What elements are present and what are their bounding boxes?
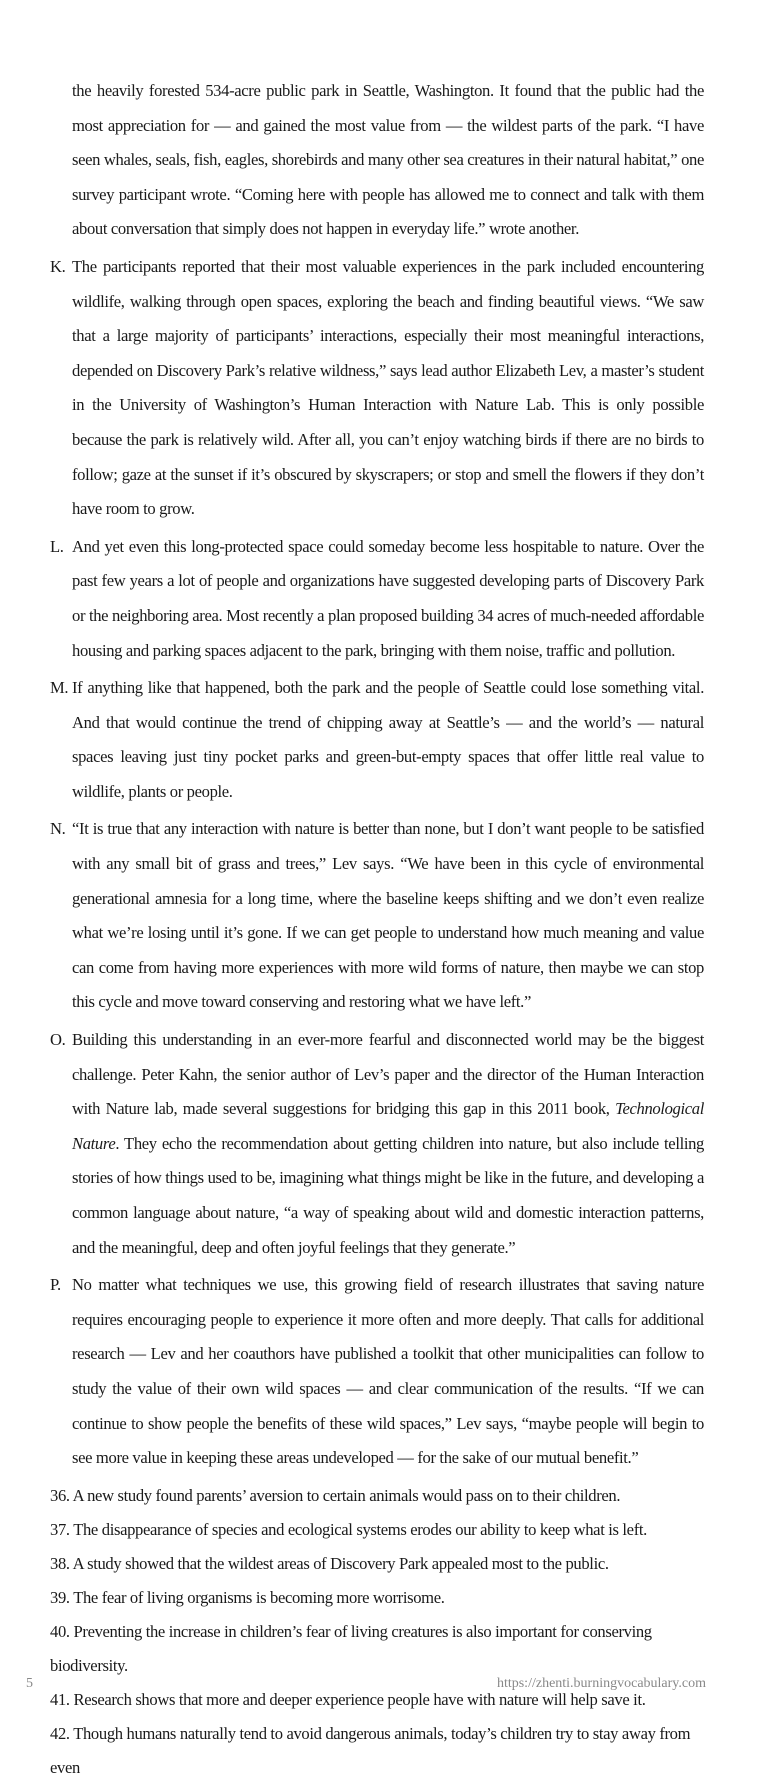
paragraph-m <box>50 671 704 809</box>
paragraph-label: M. <box>50 678 69 698</box>
paragraph-l <box>50 530 704 668</box>
paragraph-p <box>50 1268 704 1476</box>
question-item <box>50 1547 704 1581</box>
paragraph-text <box>72 1023 704 1265</box>
question-item <box>50 1479 704 1513</box>
paragraph-text: If anything like that happened, both the park and the people of Seattle could lose something vital. And that would continue the trend of chipping away at Seattle’s — and the world’s — natural spaces leaving just tiny pocket parks and green-but-empty spaces that offer little real value to wildlife, plants or people. <box>72 678 704 801</box>
question-item <box>50 1513 704 1547</box>
question-number: 39. <box>50 1587 70 1607</box>
question-list <box>50 1479 704 1785</box>
question-text: A new study found parents’ aversion to certain animals would pass on to their children. <box>72 1485 621 1505</box>
question-text: The disappearance of species and ecological systems erodes our ability to keep what is left. <box>73 1519 647 1539</box>
paragraph-j-continuation: the heavily forested 534-acre public park in Seattle, Washington. It found that the public had the most appreciation for — and gained the most value from — the wildest parts of the park. “I have seen whales, seals, fish, eagles, shorebirds and many other sea creatures in their natural habitat,” one survey participant wrote. “Coming here with people has allowed me to connect and talk with them about conversation that simply does not happen in everyday life.” wrote another. <box>72 81 704 239</box>
question-text: The fear of living organisms is becoming more worrisome. <box>73 1587 445 1607</box>
question-number: 40. <box>50 1621 70 1641</box>
paragraph-o <box>50 1023 704 1265</box>
book-title: Technological Nature <box>72 1099 704 1153</box>
paragraph-label: P. <box>50 1275 61 1295</box>
paragraph-text: “It is true that any interaction with nature is better than none, but I don’t want people to be satisfied with any small bit of grass and trees,” Lev says. “We have been in this cycle of environmental generational amnesia for a long time, where the baseline keeps shifting and we don’t even realize what we’re losing until it’s gone. If we can get people to understand how much meaning and value can come from having more experiences with more wild forms of nature, then maybe we can stop this cycle and move toward conserving and restoring what we have left.” <box>72 819 704 1012</box>
article-body <box>50 74 704 1785</box>
paragraph-n <box>50 812 704 1020</box>
question-number: 41. <box>50 1689 70 1709</box>
footer-url-link[interactable]: https://zhenti.burningvocabulary.com <box>496 1676 706 1691</box>
paragraph-label: L. <box>50 536 64 556</box>
question-text: A study showed that the wildest areas of Discovery Park appealed most to the public. <box>72 1553 609 1573</box>
page-number: 5 <box>26 1676 33 1691</box>
question-text: Preventing the increase in children’s fear of living creatures is also important for conserving biodiversity. <box>50 1621 652 1675</box>
question-text: Research shows that more and deeper experience people have with nature will help save it. <box>73 1689 646 1709</box>
paragraph-label: K. <box>50 256 66 276</box>
paragraph-text-after: . They echo the recommendation about getting children into nature, but also include telling stories of how things used to be, imagining what things might be like in the future, and developing a common language about nature, “a way of speaking about wild and domestic interaction patterns, and the meaningful, deep and often joyful feelings that they generate.” <box>72 1133 704 1257</box>
question-number: 42. <box>50 1723 70 1743</box>
question-item <box>50 1615 704 1683</box>
question-item <box>50 1717 704 1785</box>
paragraph-k <box>50 250 704 527</box>
paragraph-label: O. <box>50 1030 66 1050</box>
paragraph-text: The participants reported that their most valuable experiences in the park included encountering wildlife, walking through open spaces, exploring the beach and finding beautiful views. “We saw that a large majority of participants’ interactions, especially their most meaningful interactions, depended on Discovery Park’s relative wildness,” says lead author Elizabeth Lev, a master’s student in the University of Washington’s Human Interaction with Nature Lab. This is only possible because the park is relatively wild. After all, you can’t enjoy watching birds if there are no birds to follow; gaze at the sunset if it’s obscured by skyscrapers; or stop and smell the flowers if they don’t have room to grow. <box>72 256 704 519</box>
question-number: 38. <box>50 1553 70 1573</box>
question-text: Though humans naturally tend to avoid dangerous animals, today’s children try to stay away from even <box>50 1723 691 1777</box>
question-item <box>50 1581 704 1615</box>
question-number: 37. <box>50 1519 70 1539</box>
paragraph-text-before: Building this understanding in an ever-more fearful and disconnected world may be the biggest challenge. Peter Kahn, the senior author of Lev’s paper and the director of the Human Interaction with Nature lab, made several suggestions for bridging this gap in this 2011 book, <box>72 1030 704 1119</box>
paragraph-text: No matter what techniques we use, this growing field of research illustrates that saving nature requires encouraging people to experience it more often and more deeply. That calls for additional research — Lev and her coauthors have published a toolkit that other municipalities can follow to study the value of their own wild spaces — and clear communication of the results. “If we can continue to show people the benefits of these wild spaces,” Lev says, “maybe people will begin to see more value in keeping these areas undeveloped — for the sake of our mutual benefit.” <box>72 1275 704 1468</box>
question-number: 36. <box>50 1485 70 1505</box>
paragraph-label: N. <box>50 819 66 839</box>
paragraph-text: And yet even this long-protected space could someday become less hospitable to nature. Over the past few years a lot of people and organizations have suggested developing parts of Discovery Park or the neighboring area. Most recently a plan proposed building 34 acres of much-needed affordable housing and parking spaces adjacent to the park, bringing with them noise, traffic and pollution. <box>72 536 704 660</box>
